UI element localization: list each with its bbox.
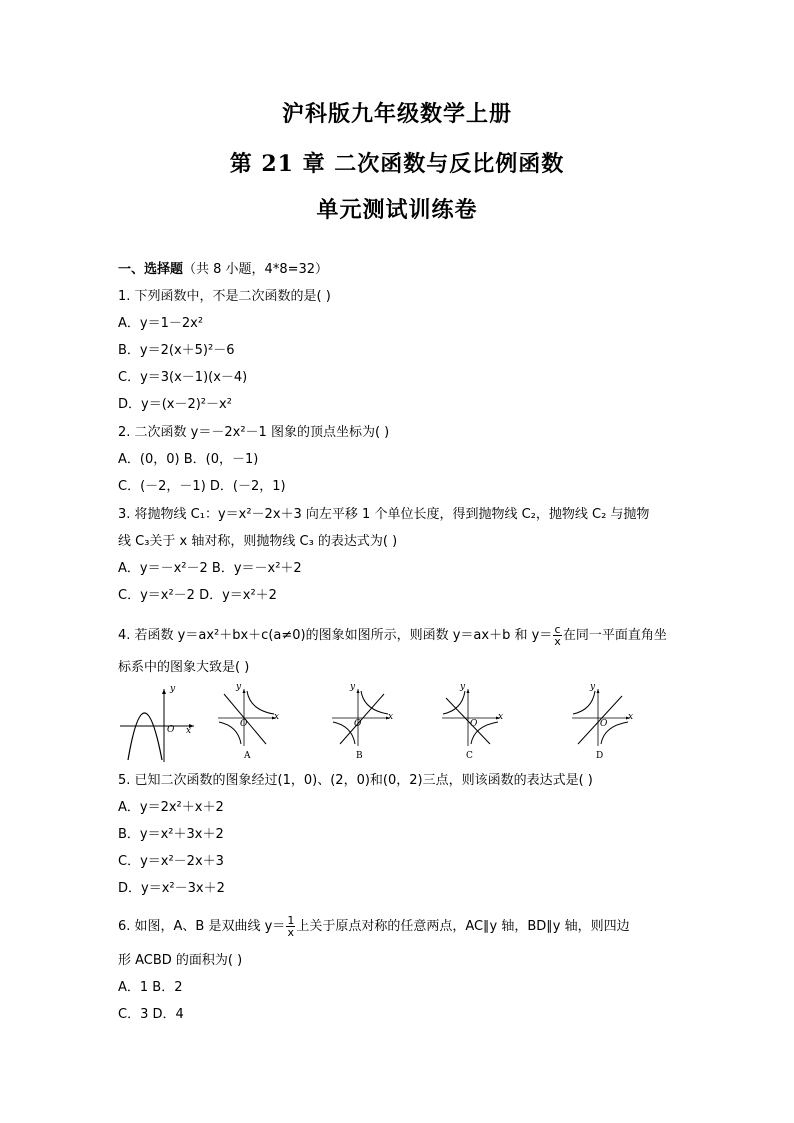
- axis-x-label: x: [388, 712, 394, 722]
- q5-option-b: B．y＝x²＋3x＋2: [118, 827, 224, 842]
- q6-options-cd: C．3 D．4: [118, 1007, 184, 1022]
- section-label: 一、选择题: [118, 262, 184, 277]
- origin-label: O: [470, 719, 478, 729]
- axis-y-label: y: [350, 682, 356, 692]
- origin-label: O: [240, 719, 248, 729]
- q3-options-cd: C．y＝x²－2 D．y＝x²＋2: [118, 588, 277, 603]
- q4-option-d-figure: [570, 682, 636, 761]
- q3-options-ab: A．y＝－x²－2 B．y＝－x²＋2: [118, 561, 302, 576]
- axis-y-label: y: [460, 682, 466, 692]
- q5-stem: 5. 已知二次函数的图象经过(1，0)、(2，0)和(0，2)三点，则该函数的表达式是( ): [118, 773, 593, 788]
- figure-label-a: A: [244, 751, 251, 761]
- q4-parabola-figure: [118, 686, 198, 764]
- axis-x-label: x: [498, 712, 504, 722]
- fraction-denominator: x: [287, 926, 295, 939]
- chapter-title: 第 21 章 二次函数与反比例函数: [229, 151, 565, 177]
- q2-options-cd: C．(－2，－1) D．(－2，1): [118, 479, 286, 494]
- q1-option-b: B．y＝2(x＋5)²－6: [118, 343, 235, 358]
- q5-option-a: A．y＝2x²＋x＋2: [118, 800, 224, 815]
- q4-stem-line2: 标系中的图象大致是( ): [118, 660, 250, 675]
- q1-option-d: D．y＝(x－2)²－x²: [118, 397, 232, 412]
- fraction-denominator: x: [554, 635, 561, 648]
- q3-stem-line1: 3. 将抛物线 C₁：y＝x²－2x＋3 向左平移 1 个单位长度，得到抛物线 C₂，抛物线 C₂ 与抛物: [118, 507, 650, 522]
- q4-option-c-figure: [440, 682, 506, 761]
- q5-option-d: D．y＝x²－3x＋2: [118, 881, 225, 896]
- axis-x-label: x: [186, 726, 192, 736]
- q6-options-ab: A．1 B．2: [118, 980, 183, 995]
- q4-stem-part2: 在同一平面直角坐: [562, 628, 667, 643]
- figure-label-c: C: [466, 751, 473, 761]
- q4-option-a-figure: [216, 682, 282, 761]
- q6-stem-part2: 上关于原点对称的任意两点，AC∥y 轴，BD∥y 轴，则四边: [296, 919, 630, 934]
- origin-label: O: [354, 719, 362, 729]
- q1-option-c: C．y＝3(x－1)(x－4): [118, 370, 248, 385]
- origin-label: O: [167, 725, 175, 735]
- figure-label-b: B: [356, 751, 363, 761]
- origin-label: O: [600, 719, 608, 729]
- q6-stem-line1: [118, 915, 630, 938]
- q4-stem-part1: 4. 若函数 y＝ax²＋bx＋c(a≠0)的图象如图所示，则函数 y＝ax＋b 和 y＝: [118, 628, 553, 643]
- test-title: 单元测试训练卷: [316, 197, 478, 223]
- fraction-1-over-x: [286, 915, 295, 938]
- axis-y-label: y: [170, 684, 176, 694]
- axis-y-label: y: [236, 682, 242, 692]
- figure-label-d: D: [596, 751, 604, 761]
- q5-option-c: C．y＝x²－2x＋3: [118, 854, 224, 869]
- section-note: （共 8 小题，4*8=32）: [183, 262, 329, 277]
- q6-stem-part1: 6. 如图，A、B 是双曲线 y＝: [118, 919, 286, 934]
- axis-x-label: x: [628, 712, 634, 722]
- axis-y-label: y: [590, 682, 596, 692]
- q6-stem-line2: 形 ACBD 的面积为( ): [118, 953, 243, 968]
- axis-x-label: x: [274, 712, 280, 722]
- q2-stem: 2. 二次函数 y＝－2x²－1 图象的顶点坐标为( ): [118, 425, 390, 440]
- q4-stem-line1: [118, 624, 667, 647]
- q3-stem-line2: 线 C₃关于 x 轴对称，则抛物线 C₃ 的表达式为( ): [118, 534, 398, 549]
- section-heading: [118, 261, 328, 279]
- q1-stem: 1. 下列函数中，不是二次函数的是( ): [118, 289, 331, 304]
- fraction-numerator: c: [554, 623, 561, 636]
- doc-title: 沪科版九年级数学上册: [281, 101, 512, 127]
- q4-option-b-figure: [330, 682, 396, 761]
- fraction-numerator: 1: [287, 914, 295, 927]
- q1-option-a: A．y＝1－2x²: [118, 316, 204, 331]
- fraction-c-over-x: [553, 624, 562, 647]
- q2-options-ab: A．(0，0) B．(0，－1): [118, 452, 259, 467]
